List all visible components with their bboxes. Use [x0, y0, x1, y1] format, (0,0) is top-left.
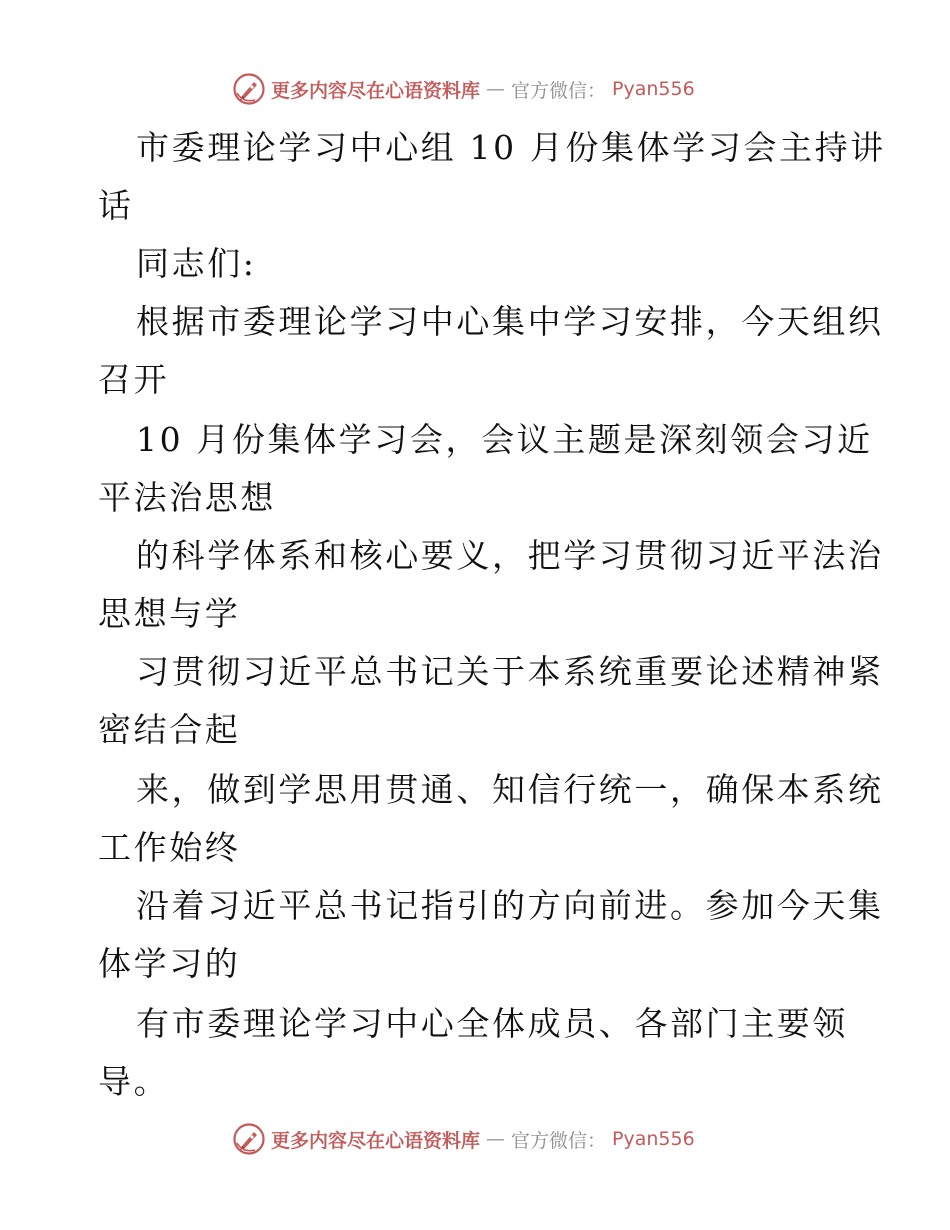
document-title-line-1: 市委理论学习中心组 10 月份集体学习会主持讲 — [136, 128, 886, 167]
pen-nib-logo-icon — [233, 73, 265, 105]
document-title-line-2: 话 — [98, 186, 134, 225]
paragraph-line: 召开 — [98, 360, 170, 399]
paragraph-line: 习贯彻习近平总书记关于本系统重要论述精神紧 — [136, 652, 884, 691]
watermark-text: 更多内容尽在心语资料库 — [271, 79, 481, 102]
watermark-text: 更多内容尽在心语资料库 — [271, 1129, 481, 1152]
salutation: 同志们: — [136, 244, 257, 283]
footer-watermark — [233, 1122, 695, 1156]
header-watermark — [233, 72, 695, 106]
paragraph-line: 根据市委理论学习中心集中学习安排，今天组织 — [136, 302, 884, 341]
watermark-wechat-label: 官方微信： — [511, 79, 607, 102]
paragraph-line: 体学习的 — [98, 944, 241, 983]
paragraph-line: 思想与学 — [98, 594, 241, 633]
watermark-wechat-id: Pyan556 — [612, 1128, 695, 1150]
paragraph-line: 有市委理论学习中心全体成员、各部门主要领 — [136, 1004, 848, 1043]
pen-nib-logo-icon — [233, 1123, 265, 1155]
paragraph-line: 沿着习近平总书记指引的方向前进。参加今天集 — [136, 886, 884, 925]
watermark-dash: — — [486, 78, 506, 100]
paragraph-line: 平法治思想 — [98, 478, 276, 517]
watermark-wechat-label: 官方微信： — [511, 1129, 607, 1152]
paragraph-line: 密结合起 — [98, 710, 241, 749]
watermark-wechat-id: Pyan556 — [612, 78, 695, 100]
paragraph-line: 工作始终 — [98, 828, 241, 867]
paragraph-line: 的科学体系和核心要义，把学习贯彻习近平法治 — [136, 536, 884, 575]
paragraph-line: 10 月份集体学习会，会议主题是深刻领会习近 — [136, 420, 873, 459]
paragraph-line: 导。 — [98, 1062, 170, 1101]
watermark-dash: — — [486, 1128, 506, 1150]
paragraph-line: 来，做到学思用贯通、知信行统一，确保本系统 — [136, 770, 884, 809]
